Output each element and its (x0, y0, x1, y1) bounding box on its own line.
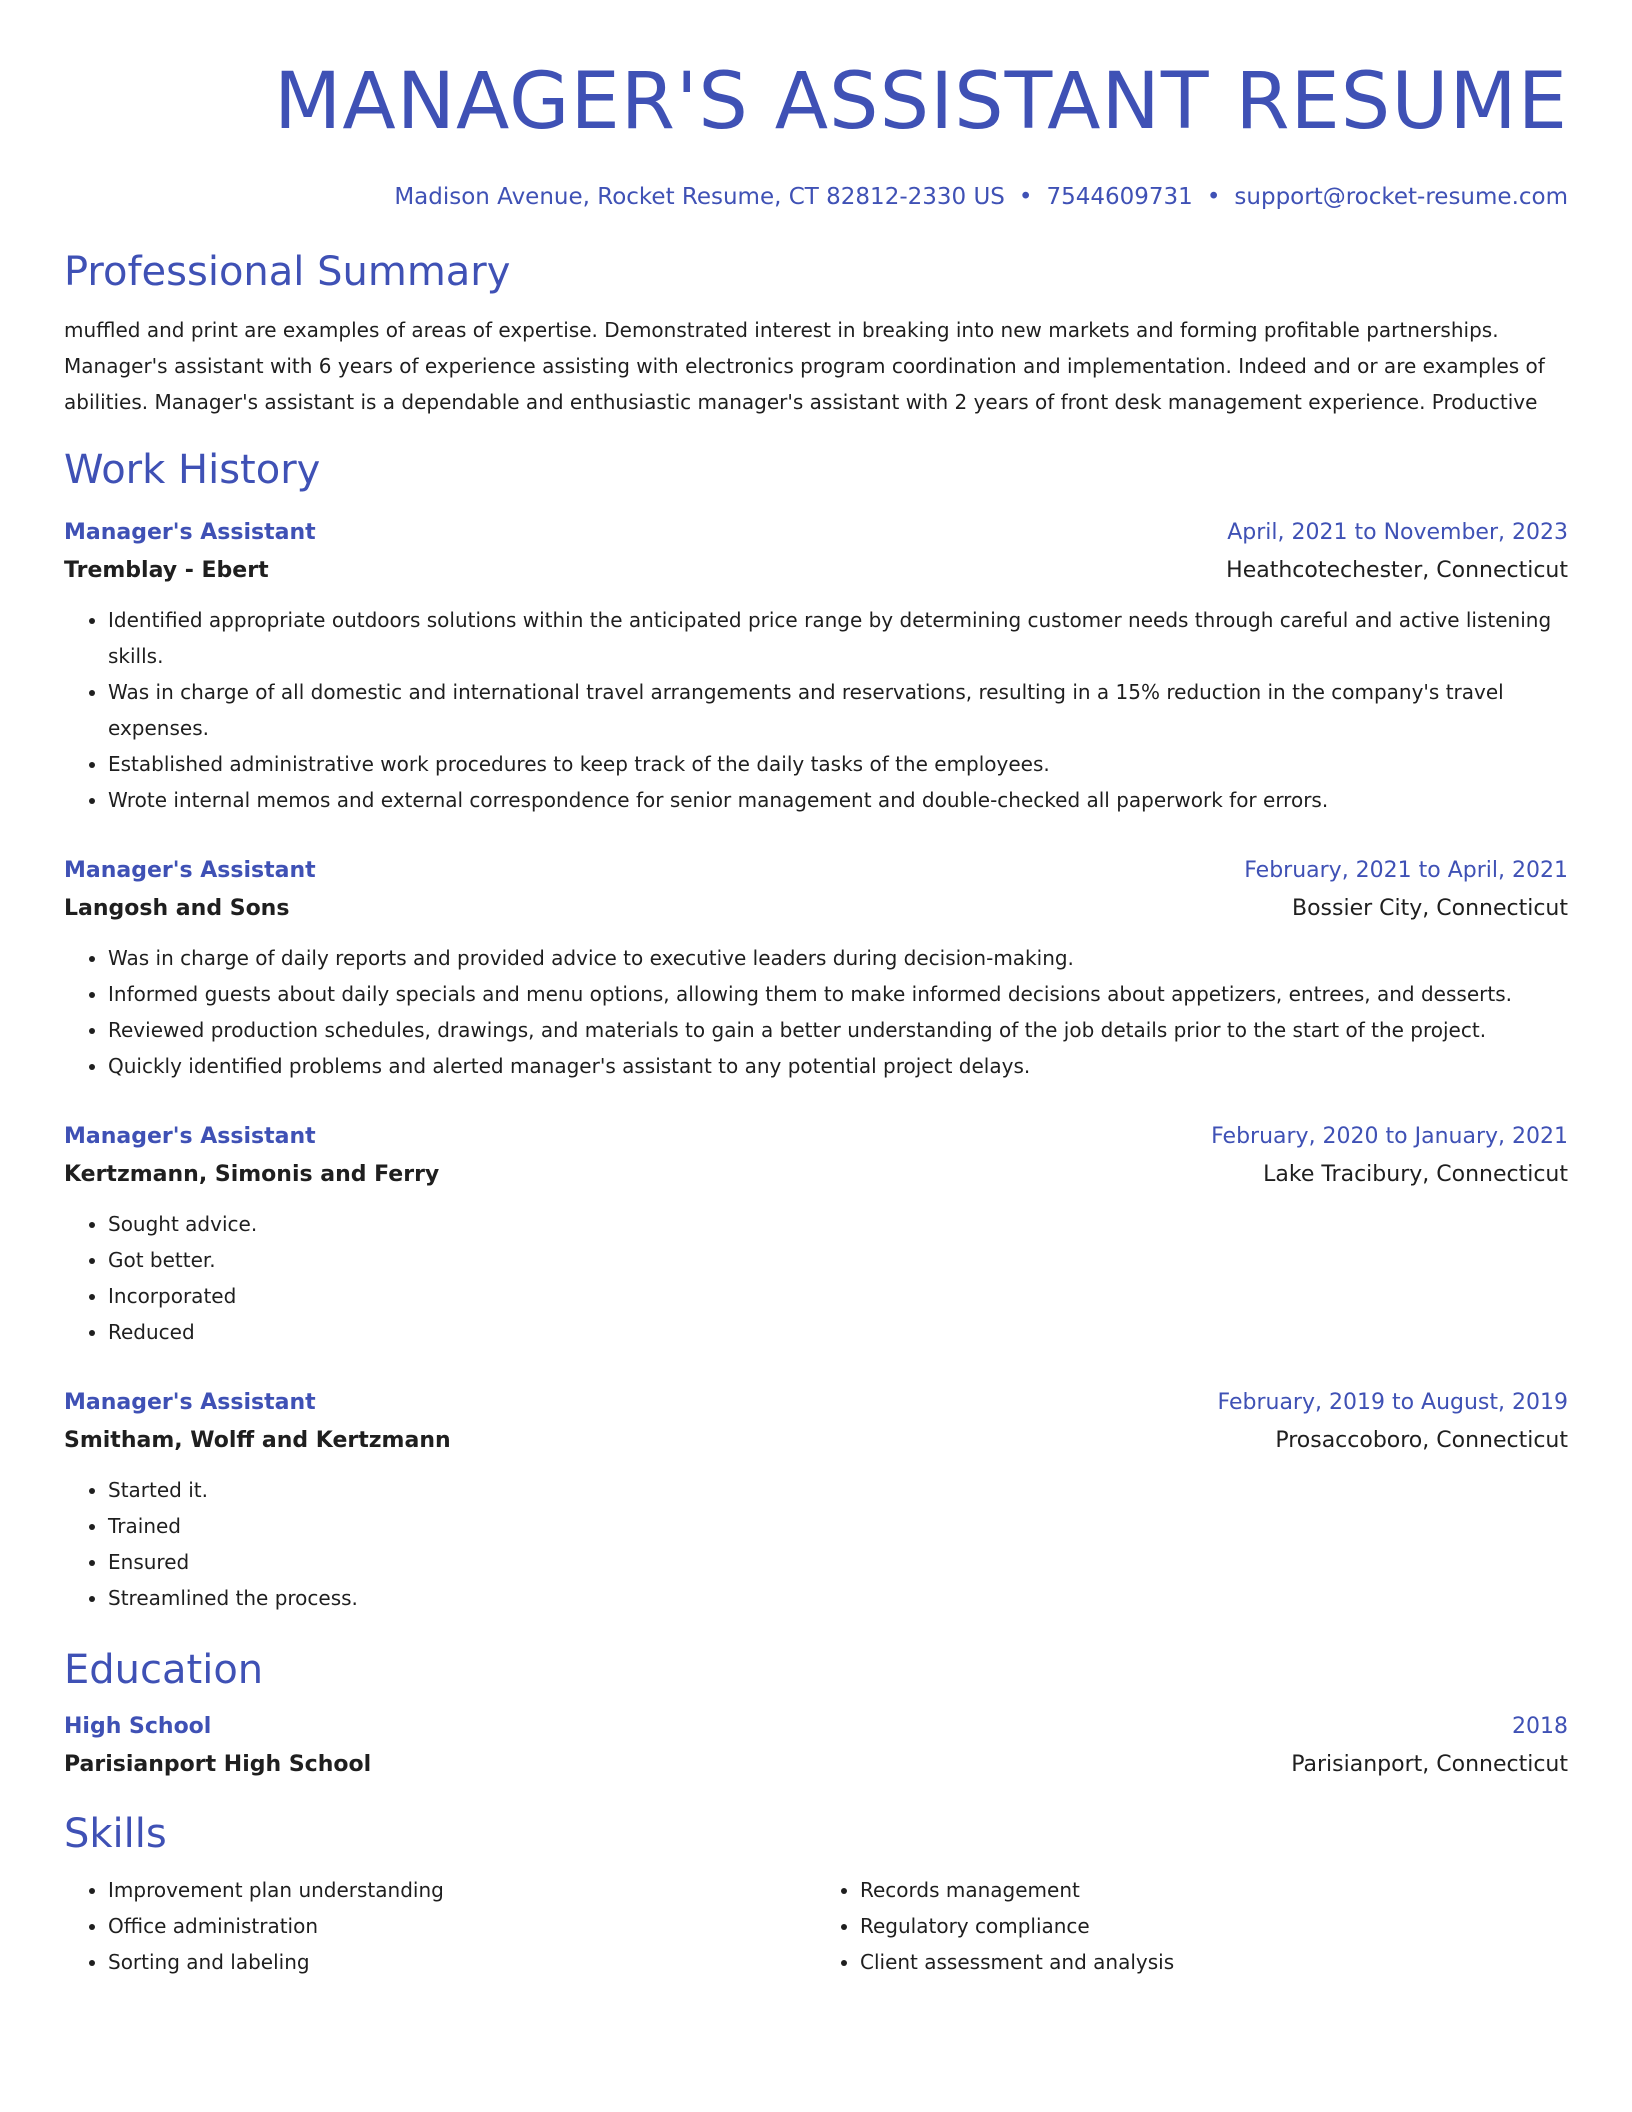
job-dates: February, 2020 to January, 2021 (1211, 1124, 1568, 1149)
job-location: Prosaccoboro, Connecticut (1275, 1428, 1568, 1453)
education-heading: Education (64, 1647, 264, 1693)
contact-phone: 7544609731 (1046, 184, 1193, 210)
contact-line (64, 182, 1568, 212)
job-bullet: • Identified appropriate outdoors solutions within the anticipated price range by determining customer needs through careful and active listening skills. (108, 602, 1568, 674)
skills-heading: Skills (64, 1811, 167, 1857)
skill-item: • Records management (860, 1872, 1568, 1908)
skills-column-left (64, 1872, 816, 1980)
company-name: Tremblay - Ebert (64, 558, 269, 583)
graduation-year: 2018 (1512, 1714, 1568, 1739)
job-entry (64, 514, 1568, 818)
skill-item: • Sorting and labeling (108, 1944, 816, 1980)
job-bullet: • Quickly identified problems and alerted manager's assistant to any potential project delays. (108, 1048, 1568, 1084)
company-name: Smitham, Wolff and Kertzmann (64, 1428, 451, 1453)
job-bullet: • Ensured (108, 1544, 1568, 1580)
skill-item: • Client assessment and analysis (860, 1944, 1568, 1980)
job-bullet: • Established administrative work procedures to keep track of the daily tasks of the employees. (108, 746, 1568, 782)
job-bullet: • Got better. (108, 1242, 1568, 1278)
job-title: Manager's Assistant (64, 520, 316, 545)
contact-separator: • (1206, 184, 1221, 210)
job-title: Manager's Assistant (64, 1390, 316, 1415)
job-bullet: • Reviewed production schedules, drawings, and materials to gain a better understanding of the job details prior to the start of the project. (108, 1012, 1568, 1048)
job-bullets (64, 1206, 1568, 1350)
job-bullet: • Wrote internal memos and external correspondence for senior management and double-checked all paperwork for errors. (108, 782, 1568, 818)
skills-grid (64, 1872, 1568, 1980)
job-title: Manager's Assistant (64, 1124, 316, 1149)
job-bullets (64, 1472, 1568, 1616)
degree-name: High School (64, 1714, 212, 1739)
job-entry (64, 1118, 1568, 1350)
job-bullet: • Trained (108, 1508, 1568, 1544)
contact-separator: • (1018, 184, 1033, 210)
job-bullet: • Started it. (108, 1472, 1568, 1508)
company-name: Kertzmann, Simonis and Ferry (64, 1162, 440, 1187)
summary-text: muffled and print are examples of areas of expertise. Demonstrated interest in breaking into new markets and forming profitable partnerships. Manager's assistant with 6 years of experience assisting with electronics program coordination and implementation. Indeed and or are examples of abilities. Manager's assistant is a dependable and enthusiastic manager's assistant with 2 years of front desk management experience. Productive (64, 318, 1545, 414)
skill-item: • Improvement plan understanding (108, 1872, 816, 1908)
skill-item: • Office administration (108, 1908, 816, 1944)
job-bullets (64, 940, 1568, 1084)
resume-title: MANAGER'S ASSISTANT RESUME (274, 57, 1568, 147)
education-entry (64, 1708, 1568, 1784)
company-name: Langosh and Sons (64, 896, 290, 921)
job-location: Lake Tracibury, Connecticut (1263, 1162, 1568, 1187)
contact-address: Madison Avenue, Rocket Resume, CT 82812-2330 US (394, 184, 1005, 210)
job-bullet: • Sought advice. (108, 1206, 1568, 1242)
job-location: Bossier City, Connecticut (1291, 896, 1568, 921)
job-bullet: • Was in charge of all domestic and international travel arrangements and reservations, resulting in a 15% reduction in the company's travel expenses. (108, 674, 1568, 746)
school-location: Parisianport, Connecticut (1291, 1752, 1568, 1777)
skill-item: • Regulatory compliance (860, 1908, 1568, 1944)
job-dates: April, 2021 to November, 2023 (1227, 520, 1568, 545)
job-bullet: • Incorporated (108, 1278, 1568, 1314)
job-title: Manager's Assistant (64, 858, 316, 883)
job-dates: February, 2019 to August, 2019 (1217, 1390, 1568, 1415)
job-entry (64, 1384, 1568, 1616)
job-bullet: • Reduced (108, 1314, 1568, 1350)
job-bullet: • Informed guests about daily specials and menu options, allowing them to make informed decisions about appetizers, entrees, and desserts. (108, 976, 1568, 1012)
skills-column-right (816, 1872, 1568, 1980)
job-bullets (64, 602, 1568, 818)
job-entry (64, 852, 1568, 1084)
work-history-heading: Work History (64, 447, 321, 493)
contact-email[interactable]: support@rocket-resume.com (1234, 184, 1568, 210)
job-location: Heathcotechester, Connecticut (1226, 558, 1568, 583)
job-dates: February, 2021 to April, 2021 (1244, 858, 1568, 883)
summary-heading: Professional Summary (64, 249, 511, 295)
job-bullet: • Was in charge of daily reports and provided advice to executive leaders during decision-making. (108, 940, 1568, 976)
school-name: Parisianport High School (64, 1752, 372, 1777)
job-bullet: • Streamlined the process. (108, 1580, 1568, 1616)
